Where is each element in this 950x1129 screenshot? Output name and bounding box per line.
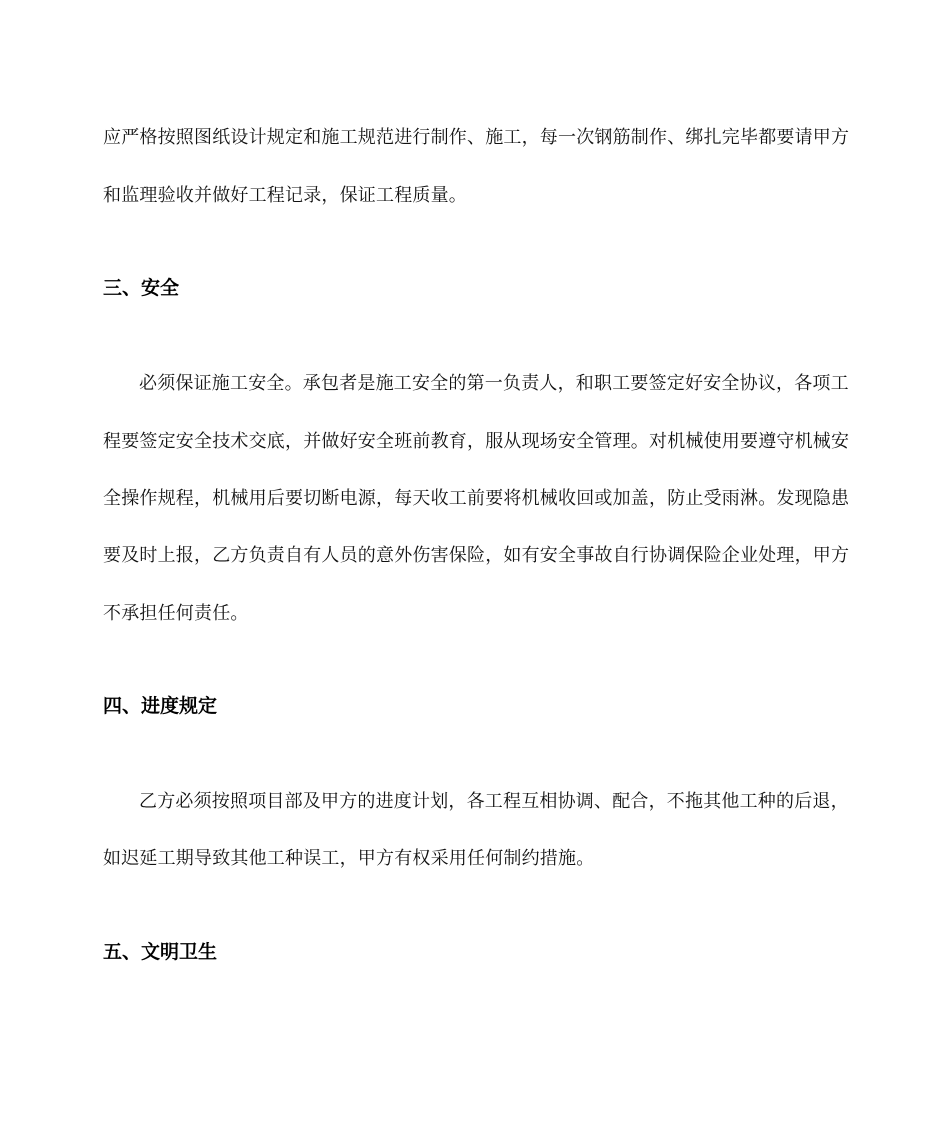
paragraph-line: 和监理验收并做好工程记录，保证工程质量。 (103, 185, 467, 206)
paragraph-line: 不承担任何责任。 (103, 603, 249, 624)
paragraph-line: 程要签定安全技术交底，并做好安全班前教育，服从现场安全管理。对机械使用要遵守机械安 (103, 431, 850, 452)
section-heading-safety: 三、安全 (103, 277, 180, 299)
paragraph-line: 应严格按照图纸设计规定和施工规范进行制作、施工，每一次钢筋制作、绑扎完毕都要请甲方 (103, 127, 850, 148)
paragraph-line: 全操作规程，机械用后要切断电源，每天收工前要将机械收回或加盖，防止受雨淋。发现隐患 (103, 488, 850, 509)
section-heading-hygiene: 五、文明卫生 (103, 941, 218, 963)
paragraph-line: 必须保证施工安全。承包者是施工安全的第一负责人，和职工要签定好安全协议，各项工 (139, 373, 849, 394)
section-heading-schedule: 四、进度规定 (103, 695, 218, 717)
paragraph-line: 要及时上报，乙方负责自有人员的意外伤害保险，如有安全事故自行协调保险企业处理，甲方 (103, 545, 850, 566)
paragraph-line: 乙方必须按照项目部及甲方的进度计划，各工程互相协调、配合，不拖其他工种的后退， (139, 791, 849, 812)
paragraph-line: 如迟延工期导致其他工种误工，甲方有权采用任何制约措施。 (103, 848, 595, 869)
